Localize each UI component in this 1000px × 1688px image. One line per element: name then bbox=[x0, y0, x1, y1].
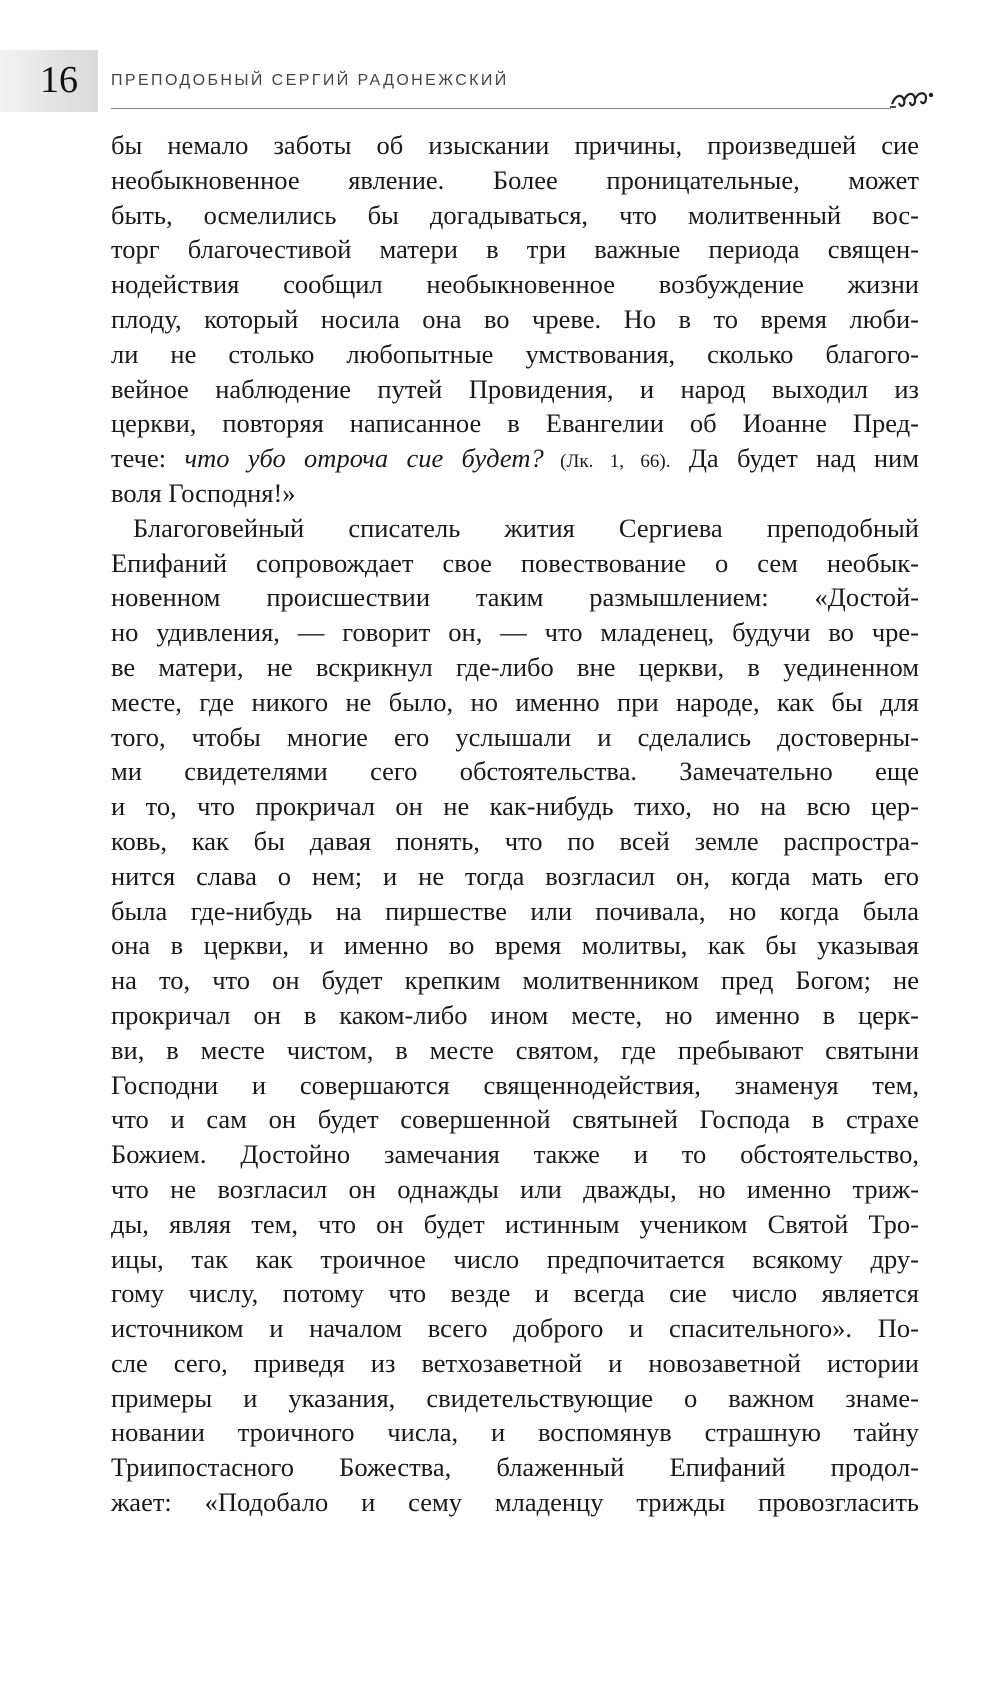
page-number: 16 bbox=[40, 59, 78, 101]
text-line: была где-нибудь на пиршестве или почивала, но когда была bbox=[111, 895, 919, 926]
text-line: необыкновенное явление. Более проницательные, может bbox=[111, 164, 919, 195]
text-line: ми свидетелями сего обстоятельства. Замечательно еще bbox=[111, 756, 919, 787]
page-number-box bbox=[0, 50, 98, 112]
text-line: источником и началом всего доброго и спасительного». По- bbox=[111, 1313, 919, 1344]
text-line-with-quote bbox=[111, 441, 919, 476]
text-line: сле сего, приведя из ветхозаветной и новозаветной истории bbox=[111, 1347, 919, 1378]
scripture-reference: (Лк. 1, 66). bbox=[543, 451, 671, 473]
text-line: Епифаний сопровождает свое повествование о сем необык- bbox=[111, 547, 919, 578]
text-line: прокричал он в каком-либо ином месте, но именно в церк- bbox=[111, 999, 919, 1030]
text-line: новенном происшествии таким размышлением: «Достой- bbox=[111, 582, 919, 613]
running-title: ПРЕПОДОБНЫЙ СЕРГИЙ РАДОНЕЖСКИЙ bbox=[111, 72, 509, 89]
text-line: Божием. Достойно замечания также и то обстоятельство, bbox=[111, 1139, 919, 1170]
page-header bbox=[0, 50, 1000, 112]
text-line-paragraph-end: воля Господня!» bbox=[111, 477, 296, 508]
text-line: примеры и указания, свидетельствующие о важном знаме- bbox=[111, 1382, 919, 1413]
text-line: вейное наблюдение путей Провидения, и народ выходил из bbox=[111, 373, 919, 404]
text-line: Триипостасного Божества, блаженный Епифаний продол- bbox=[111, 1452, 919, 1483]
italic-quote: что убо отроча сие будет? bbox=[184, 443, 544, 474]
text-line: того, чтобы многие его услышали и сделались достоверны- bbox=[111, 721, 919, 752]
text-line: что не возгласил он однажды или дважды, но именно триж- bbox=[111, 1173, 919, 1204]
text-line: но удивления, — говорит он, — что младенец, будучи во чре- bbox=[111, 617, 919, 648]
text-fragment: тече: bbox=[111, 443, 185, 474]
text-line: она в церкви, и именно во время молитвы, как бы указывая bbox=[111, 930, 919, 961]
text-line: новании троичного числа, и воспомянув страшную тайну bbox=[111, 1417, 919, 1448]
text-fragment: Да будет над ним bbox=[670, 443, 919, 474]
text-line: ковь, как бы давая понять, что по всей земле распростра- bbox=[111, 825, 919, 856]
floral-scroll-ornament-icon bbox=[888, 86, 938, 114]
text-line: бы немало заботы об изыскании причины, произведшей сие bbox=[111, 130, 919, 160]
text-line: ви, в месте чистом, в месте святом, где пребывают святыни bbox=[111, 1034, 919, 1065]
text-line: жает: «Подобало и сему младенцу трижды провозгласить bbox=[111, 1487, 919, 1518]
text-line: ды, являя тем, что он будет истинным учеником Святой Тро- bbox=[111, 1208, 919, 1239]
text-line: Господни и совершаются священнодействия, знаменуя тем, bbox=[111, 1069, 919, 1100]
text-line-paragraph-start: Благоговейный списатель жития Сергиева преподобный bbox=[133, 512, 919, 543]
text-line: гому числу, потому что везде и всегда сие число является bbox=[111, 1278, 919, 1309]
text-line: нодействия сообщил необыкновенное возбуждение жизни bbox=[111, 269, 919, 300]
text-line: плоду, который носила она во чреве. Но в то время люби- bbox=[111, 303, 919, 334]
header-rule bbox=[111, 108, 891, 109]
text-line: церкви, повторяя написанное в Евангелии об Иоанне Пред- bbox=[111, 408, 919, 439]
text-line: ве матери, не вскрикнул где-либо вне церкви, в уединенном bbox=[111, 651, 919, 682]
text-line: месте, где никого не было, но именно при народе, как бы для bbox=[111, 686, 919, 717]
body-text bbox=[111, 128, 919, 1520]
text-line: нится слава о нем; и не тогда возгласил он, когда мать его bbox=[111, 860, 919, 891]
text-line: ли не столько любопытные умствования, сколько благого- bbox=[111, 338, 919, 369]
text-line: и то, что прокричал он не как-нибудь тихо, но на всю цер- bbox=[111, 791, 919, 822]
text-line: на то, что он будет крепким молитвенником пред Богом; не bbox=[111, 965, 919, 996]
text-line: быть, осмелились бы догадываться, что молитвенный вос- bbox=[111, 199, 919, 230]
text-line: ицы, так как троичное число предпочитается всякому дру- bbox=[111, 1243, 919, 1274]
text-line: торг благочестивой матери в три важные периода священ- bbox=[111, 234, 919, 265]
text-line: что и сам он будет совершенной святыней Господа в страхе bbox=[111, 1104, 919, 1135]
